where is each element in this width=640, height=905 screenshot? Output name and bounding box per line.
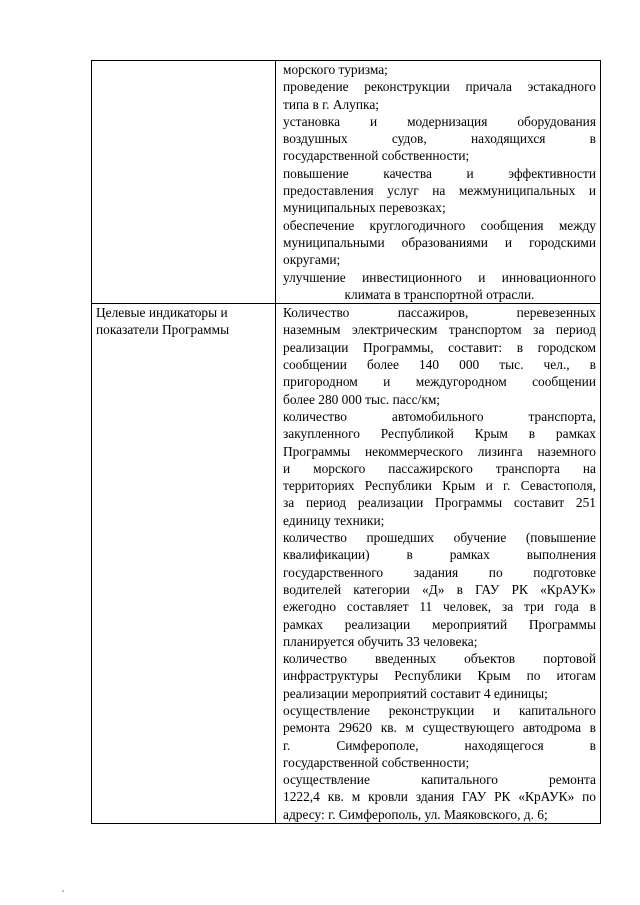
table-row	[92, 61, 601, 304]
text-line: реализации мероприятий составит 4 единицы;	[283, 685, 548, 701]
table-row	[92, 304, 601, 824]
program-passport-table	[91, 60, 601, 824]
text-line: типа в г. Алупка;	[283, 96, 380, 112]
text-line: предоставления услуг на межмуниципальных и	[283, 183, 596, 199]
text-line: улучшение инвестиционного и инновационного	[283, 269, 596, 285]
row-1-header-cell	[92, 61, 276, 304]
text-line: закупленного Республикой Крым в рамках	[283, 426, 596, 442]
text-line: инфраструктуры Республики Крым по итогам	[283, 668, 596, 684]
header-line: показатели Программы	[96, 322, 230, 338]
text-line: адресу: г. Симферополь, ул. Маяковского, д. 6;	[283, 806, 548, 822]
text-line: муниципальными образованиями и городскими	[283, 234, 596, 250]
text-line: климата в транспортной отрасли.	[344, 286, 535, 302]
text-line: реализации Программы, составит: в городском	[283, 339, 596, 355]
text-line: ежегодно составляет 11 человек, за три года в	[283, 599, 596, 615]
text-line: квалификации) в рамках выполнения	[283, 547, 596, 563]
text-line: повышение качества и эффективности	[283, 165, 596, 181]
text-line: воздушных судов, находящихся в	[283, 131, 596, 147]
text-line: Программы некоммерческого лизинга наземного	[283, 443, 596, 459]
text-line: наземным электрическим транспортом за период	[283, 322, 596, 338]
text-line: г. Симферополе, находящегося в	[283, 737, 596, 753]
text-line: количество введенных объектов портовой	[283, 651, 596, 667]
text-line: количество прошедших обучение (повышение	[283, 530, 596, 546]
text-line: государственной собственности;	[283, 148, 470, 164]
text-line: 1222,4 кв. м кровли здания ГАУ РК «КрАУК» по	[283, 789, 596, 805]
text-line: более 280 000 тыс. пасс/км;	[283, 391, 441, 407]
text-line: планируется обучить 33 человека;	[283, 633, 478, 649]
text-line: установка и модернизация оборудования	[283, 113, 596, 129]
text-line: территориях Республики Крым и г. Севастополя,	[283, 478, 596, 494]
text-line: сообщении более 140 000 тыс. чел., в	[283, 357, 596, 373]
text-line: проведение реконструкции причала эстакадного	[283, 79, 596, 95]
text-line: ремонта 29620 кв. м существующего автодрома в	[283, 720, 596, 736]
text-line: количество автомобильного транспорта,	[283, 408, 596, 424]
text-line: единицу техники;	[283, 512, 385, 528]
text-line: округами;	[283, 252, 341, 268]
row-2-header-cell	[92, 304, 276, 824]
text-line: государственного задания по подготовке	[283, 564, 596, 580]
header-line: Целевые индикаторы и	[96, 305, 228, 321]
text-line: пригородном и междугородном сообщении	[283, 374, 596, 390]
text-line: государственной собственности;	[283, 754, 470, 770]
text-line: осуществление капитального ремонта	[283, 772, 596, 788]
text-line: обеспечение круглогодичного сообщения между	[283, 217, 596, 233]
scan-speck	[62, 890, 64, 892]
text-line: морского туризма;	[283, 62, 388, 77]
text-line: за период реализации Программы составит 251	[283, 495, 596, 511]
text-line: рамках реализации мероприятий Программы	[283, 616, 596, 632]
text-line: Количество пассажиров, перевезенных	[283, 305, 596, 321]
text-line: и морского пассажирского транспорта на	[283, 460, 596, 476]
row-2-content-cell	[276, 304, 601, 824]
text-line: муниципальных перевозках;	[283, 200, 446, 216]
text-line: водителей категории «Д» в ГАУ РК «КрАУК»	[283, 581, 596, 597]
text-line: осуществление реконструкции и капитального	[283, 702, 596, 718]
row-1-content-cell	[276, 61, 601, 304]
